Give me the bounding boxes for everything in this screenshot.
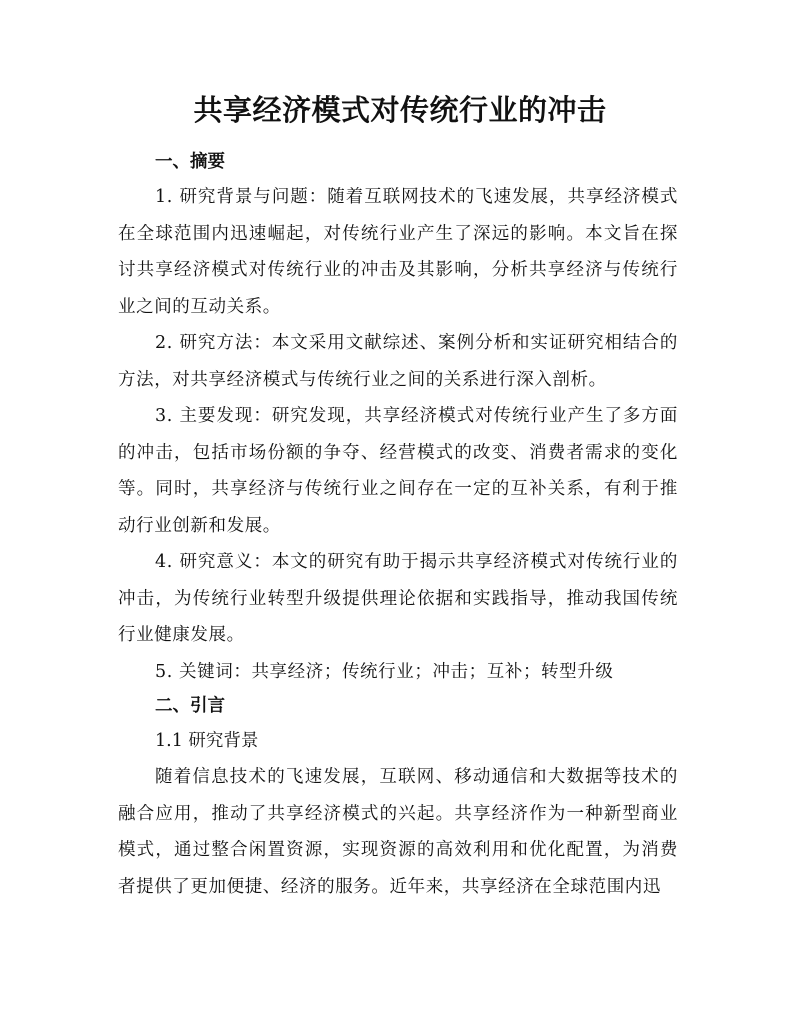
document-title: 共享经济模式对传统行业的冲击 <box>193 93 607 127</box>
abstract-paragraph-significance: 4. 研究意义：本文的研究有助于揭示共享经济模式对传统行业的冲击，为传统行业转型升级提供理论依据和实践指导，推动我国传统行业健康发展。 <box>118 552 678 645</box>
abstract-paragraph-keywords: 5. 关键词：共享经济；传统行业；冲击；互补；转型升级 <box>155 661 614 682</box>
abstract-paragraph-background: 1. 研究背景与问题：随着互联网技术的飞速发展，共享经济模式在全球范围内迅速崛起，对传统行业产生了深远的影响。本文旨在探讨共享经济模式对传统行业的冲击及其影响，分析共享经济与传统行业之间的互动关系。 <box>118 187 678 317</box>
section-heading-introduction: 二、引言 <box>155 696 225 716</box>
introduction-paragraph: 随着信息技术的飞速发展，互联网、移动通信和大数据等技术的融合应用，推动了共享经济模式的兴起。共享经济作为一种新型商业模式，通过整合闲置资源，实现资源的高效利用和优化配置，为消费者提供了更加便捷、经济的服务。近年来，共享经济在全球范围内迅 <box>118 767 678 897</box>
section-heading-abstract: 一、摘要 <box>155 152 225 172</box>
abstract-paragraph-method: 2. 研究方法：本文采用文献综述、案例分析和实证研究相结合的方法，对共享经济模式与传统行业之间的关系进行深入剖析。 <box>118 333 678 390</box>
document-body <box>118 146 678 905</box>
subsection-heading-background: 1.1 研究背景 <box>155 731 259 751</box>
abstract-paragraph-findings: 3. 主要发现：研究发现，共享经济模式对传统行业产生了多方面的冲击，包括市场份额的争夺、经营模式的改变、消费者需求的变化等。同时，共享经济与传统行业之间存在一定的互补关系，有利于推动行业创新和发展。 <box>118 406 678 536</box>
